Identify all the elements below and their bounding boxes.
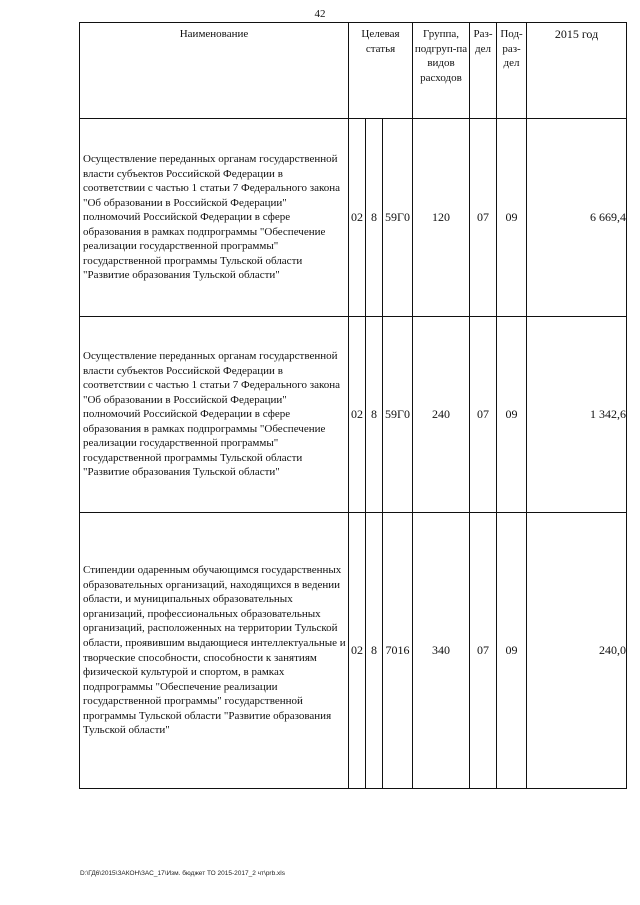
header-group-label: Группа, подгруп-па видов расходов — [414, 28, 468, 84]
target-direction-cell: 7016 — [383, 513, 413, 789]
table-row — [80, 317, 627, 513]
amount-cell: 240,0 — [527, 513, 627, 789]
section-cell: 07 — [470, 119, 497, 317]
header-name: Наименование — [80, 23, 349, 119]
expense-group-cell: 120 — [413, 119, 470, 317]
row-name-cell: Стипендии одаренным обучающимся государственных образовательных организаций, находящихся в ведении области, и муниципальных образовательных организаций, профессиональных образовательных организаций, расположенных на территории Тульской области, проявившим выдающиеся интеллектуальные и творческие способности, способности к занятиям физической культурой и спортом, в рамках подпрограммы "Обеспечение реализации государственной программы" государственной программы Тульской области "Развитие образования Тульской области" — [80, 513, 349, 789]
target-subprogram-cell: 8 — [366, 513, 383, 789]
subsection-cell: 09 — [497, 119, 527, 317]
amount-cell: 1 342,6 — [527, 317, 627, 513]
table-header-row — [80, 23, 627, 119]
row-name-cell: Осуществление переданных органам государственной власти субъектов Российской Федерации в соответствии с частью 1 статьи 7 Федерального закона "Об образовании в Российской Федерации" полномочий Российской Федерации в сфере образования в рамках подпрограммы "Обеспечение реализации государственной программы" государственной программы Тульской области "Развитие образования Тульской области" — [80, 119, 349, 317]
expense-group-cell: 240 — [413, 317, 470, 513]
target-subprogram-cell: 8 — [366, 317, 383, 513]
target-direction-cell: 59Г0 — [383, 317, 413, 513]
amount-cell: 6 669,4 — [527, 119, 627, 317]
table-row — [80, 119, 627, 317]
expense-group-cell: 340 — [413, 513, 470, 789]
header-target-label: Целевая статья — [361, 28, 400, 55]
section-cell: 07 — [470, 317, 497, 513]
page-number: 42 — [314, 8, 326, 20]
header-group — [413, 23, 470, 119]
section-cell: 07 — [470, 513, 497, 789]
target-program-cell: 02 — [349, 317, 366, 513]
subsection-cell: 09 — [497, 317, 527, 513]
footer-file-path: D:\ГД6\2015\ЗАКОН\ЗАС_17\Изм. бюджет ТО 2015-2017_2 чт\prb.xls — [80, 870, 285, 877]
target-program-cell: 02 — [349, 119, 366, 317]
table-row — [80, 513, 627, 789]
row-name-cell: Осуществление переданных органам государственной власти субъектов Российской Федерации в соответствии с частью 1 статьи 7 Федерального закона "Об образовании в Российской Федерации" полномочий Российской Федерации в сфере образования в рамках подпрограммы "Обеспечение реализации государственной программы" государственной программы Тульской области "Развитие образования Тульской области" — [80, 317, 349, 513]
budget-table — [79, 22, 627, 789]
header-section — [470, 23, 497, 119]
target-program-cell: 02 — [349, 513, 366, 789]
header-subsection-label: Под-раз-дел — [500, 28, 523, 70]
header-subsection — [497, 23, 527, 119]
header-target-article — [349, 23, 413, 119]
header-amount: 2015 год — [527, 23, 627, 119]
subsection-cell: 09 — [497, 513, 527, 789]
header-section-label: Раз-дел — [473, 28, 493, 55]
target-subprogram-cell: 8 — [366, 119, 383, 317]
target-direction-cell: 59Г0 — [383, 119, 413, 317]
